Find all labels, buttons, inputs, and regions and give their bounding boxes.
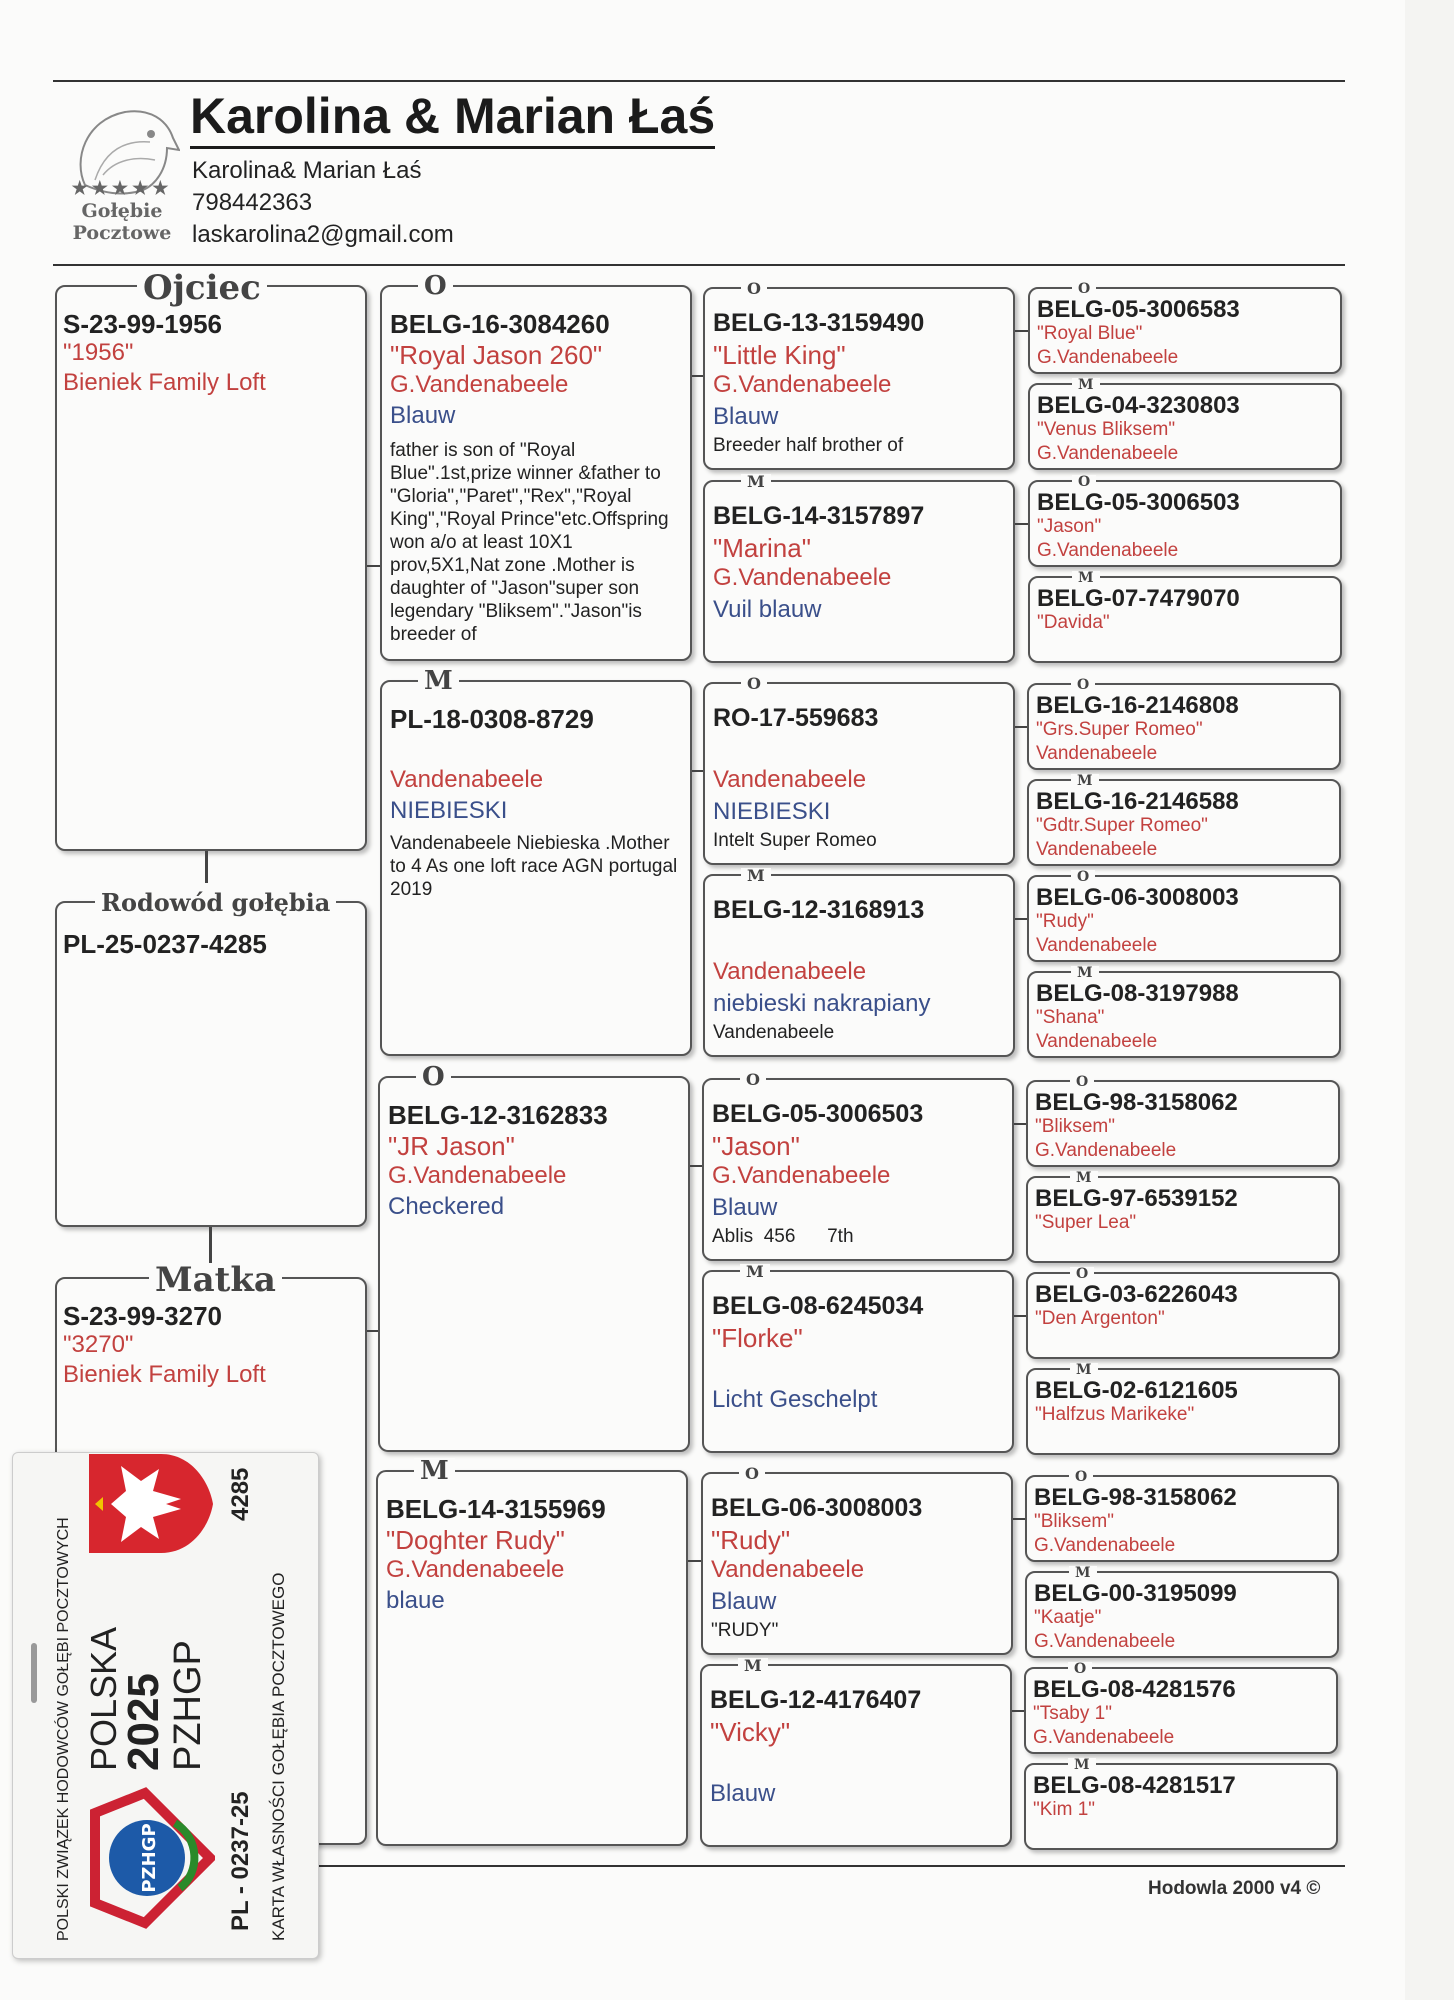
gen4-box bbox=[1026, 1266, 1340, 1359]
gen4-box bbox=[1024, 1757, 1338, 1850]
gen3-ring: BELG-12-3168913 bbox=[713, 896, 925, 924]
gen4-ring: BELG-05-3006503 bbox=[1037, 489, 1240, 516]
gen2-note: Vandenabeele Niebieska .Mother to 4 As one loft race AGN portugal 2019 bbox=[390, 833, 678, 900]
gen4-breeder: G.Vandenabeele bbox=[1037, 347, 1179, 368]
gen3-color: Licht Geschelpt bbox=[712, 1386, 878, 1413]
gen4-breeder: G.Vandenabeele bbox=[1034, 1631, 1176, 1652]
subject-ring: PL-25-0237-4285 bbox=[63, 929, 267, 959]
gen4-box bbox=[1028, 474, 1342, 567]
gen3-note: Ablis 456 7th bbox=[712, 1226, 854, 1247]
gen3-ring: RO-17-559683 bbox=[713, 704, 879, 732]
gen2-name: "JR Jason" bbox=[388, 1131, 515, 1161]
gen3-color: Blauw bbox=[711, 1588, 777, 1615]
gen4-box bbox=[1027, 773, 1341, 866]
gen2-breeder: G.Vandenabeele bbox=[388, 1162, 567, 1189]
sex-label: M bbox=[1070, 1171, 1098, 1185]
sex-label: O bbox=[1070, 1267, 1094, 1281]
gen3-color: Vuil blauw bbox=[713, 596, 822, 623]
gen3-color: Blauw bbox=[712, 1194, 778, 1221]
gen4-breeder: Vandenabeele bbox=[1036, 743, 1158, 764]
sex-label: M bbox=[1068, 1758, 1096, 1772]
sex-label: M bbox=[1072, 378, 1100, 392]
gen3-name: "Florke" bbox=[712, 1323, 803, 1353]
connector bbox=[690, 1165, 702, 1167]
father-ring: S-23-99-1956 bbox=[63, 309, 222, 339]
gen4-box bbox=[1027, 869, 1341, 962]
sex-label: O bbox=[740, 1072, 766, 1088]
gen4-breeder: G.Vandenabeele bbox=[1033, 1727, 1175, 1748]
logo-stars: ★★★★★ bbox=[71, 178, 173, 199]
owner-phone: 798442363 bbox=[192, 189, 313, 216]
sex-label: O bbox=[741, 281, 767, 297]
gen4-ring: BELG-08-4281517 bbox=[1033, 1772, 1236, 1799]
sex-label: O bbox=[1070, 1075, 1094, 1089]
gen4-name: "Gdtr.Super Romeo" bbox=[1036, 815, 1208, 836]
father-label: Ojciec bbox=[137, 271, 267, 305]
connector bbox=[1015, 918, 1027, 920]
connector bbox=[692, 770, 703, 772]
sex-label: M bbox=[414, 1458, 455, 1484]
gen3-breeder: Vandenabeele bbox=[713, 766, 867, 793]
gen4-breeder: G.Vandenabeele bbox=[1037, 540, 1179, 561]
card-org: PZHGP bbox=[167, 1640, 209, 1771]
gen4-breeder: G.Vandenabeele bbox=[1037, 443, 1179, 464]
gen4-box bbox=[1026, 1362, 1340, 1455]
gen4-name: "Kim 1" bbox=[1033, 1799, 1096, 1820]
gen4-name: "Halfzus Marikeke" bbox=[1035, 1404, 1195, 1425]
dam-of-dam-box bbox=[376, 1456, 688, 1846]
gen3-breeder: G.Vandenabeele bbox=[713, 564, 892, 591]
gen4-box bbox=[1028, 570, 1342, 663]
gen3-name: "Rudy" bbox=[711, 1525, 791, 1555]
gen4-box bbox=[1024, 1661, 1338, 1754]
gen3-note: Vandenabeele bbox=[713, 1022, 835, 1043]
sex-label: O bbox=[1071, 678, 1095, 692]
gen4-box bbox=[1026, 1074, 1340, 1167]
gen3-note: "RUDY" bbox=[711, 1620, 779, 1641]
gen4-name: "Davida" bbox=[1037, 612, 1110, 633]
gen3-ring: BELG-06-3008003 bbox=[711, 1494, 923, 1522]
top-rule bbox=[53, 80, 1345, 82]
gen2-ring: BELG-14-3155969 bbox=[386, 1494, 606, 1524]
sex-label: O bbox=[741, 676, 767, 692]
sex-label: O bbox=[739, 1466, 765, 1482]
gen3-ring: BELG-14-3157897 bbox=[713, 502, 925, 530]
gen3-color: Blauw bbox=[713, 403, 779, 430]
gen4-name: "Bliksem" bbox=[1035, 1116, 1115, 1137]
sire-box bbox=[380, 271, 692, 661]
gen4-name: "Shana" bbox=[1036, 1007, 1105, 1028]
gen4-ring: BELG-08-3197988 bbox=[1036, 980, 1239, 1007]
gen3-breeder: G.Vandenabeele bbox=[712, 1162, 891, 1189]
gen3-box bbox=[703, 866, 1015, 1057]
subject-box bbox=[55, 888, 367, 1227]
gen4-ring: BELG-98-3158062 bbox=[1034, 1484, 1237, 1511]
gen2-ring: PL-18-0308-8729 bbox=[390, 704, 594, 734]
gen3-breeder: Vandenabeele bbox=[711, 1556, 865, 1583]
gen4-ring: BELG-98-3158062 bbox=[1035, 1089, 1238, 1116]
sire-color: Blauw bbox=[390, 402, 456, 429]
gen4-box bbox=[1027, 677, 1341, 770]
card-association: POLSKI ZWIĄZEK HODOWCÓW GOŁĘBI POCZTOWYCH bbox=[55, 1517, 72, 1941]
breeder-title: Karolina & Marian Łaś bbox=[190, 88, 715, 149]
gen4-ring: BELG-02-6121605 bbox=[1035, 1377, 1238, 1404]
gen4-box bbox=[1025, 1469, 1339, 1562]
gen2-color: Checkered bbox=[388, 1193, 505, 1220]
dam-of-sire-box bbox=[380, 666, 692, 1056]
gen4-breeder: Vandenabeele bbox=[1036, 935, 1158, 956]
connector bbox=[367, 1330, 378, 1332]
owner-name: Karolina& Marian Łaś bbox=[192, 157, 422, 184]
connector bbox=[1014, 1315, 1026, 1317]
sex-label: O bbox=[1069, 1470, 1093, 1484]
sex-label: M bbox=[1069, 1566, 1097, 1580]
gen4-name: "Jason" bbox=[1037, 516, 1102, 537]
gen2-name: "Doghter Rudy" bbox=[386, 1525, 565, 1555]
sire-of-dam-box bbox=[378, 1062, 690, 1452]
gen2-ring: BELG-12-3162833 bbox=[388, 1100, 608, 1130]
gen2-breeder: G.Vandenabeele bbox=[386, 1556, 565, 1583]
gen4-name: "Super Lea" bbox=[1035, 1212, 1137, 1233]
sex-label: O bbox=[1068, 1662, 1092, 1676]
gen3-name: "Little King" bbox=[713, 340, 846, 370]
gen4-name: "Kaatje" bbox=[1034, 1607, 1102, 1628]
gen4-ring: BELG-16-2146808 bbox=[1036, 692, 1239, 719]
card-ring: PL - 0237-25 bbox=[227, 1791, 254, 1931]
gen3-box bbox=[701, 1464, 1013, 1655]
gen4-ring: BELG-05-3006583 bbox=[1037, 296, 1240, 323]
gen4-ring: BELG-97-6539152 bbox=[1035, 1185, 1238, 1212]
card-country: POLSKA bbox=[83, 1626, 124, 1771]
owner-email: laskarolina2@gmail.com bbox=[192, 221, 454, 248]
mother-label: Matka bbox=[149, 1263, 282, 1297]
gen3-color: niebieski nakrapiany bbox=[713, 990, 931, 1017]
sex-label: O bbox=[416, 1064, 451, 1090]
gen3-ring: BELG-08-6245034 bbox=[712, 1292, 924, 1320]
sex-label: M bbox=[418, 668, 459, 694]
gen2-color: blaue bbox=[386, 1587, 445, 1614]
gen3-box bbox=[700, 1656, 1012, 1847]
mother-name: "3270" bbox=[63, 1331, 134, 1358]
father-breeder: Bieniek Family Loft bbox=[63, 369, 266, 396]
connector bbox=[1015, 523, 1028, 525]
connector bbox=[688, 1560, 701, 1562]
gen3-box bbox=[702, 1070, 1014, 1261]
gen4-name: "Royal Blue" bbox=[1037, 323, 1143, 344]
ownership-card bbox=[12, 1452, 319, 1959]
gen3-box bbox=[702, 1262, 1014, 1453]
logo-line2: Pocztowe bbox=[72, 222, 172, 244]
sex-label: M bbox=[1071, 966, 1099, 980]
sex-label: O bbox=[1072, 475, 1096, 489]
connector bbox=[1012, 1710, 1024, 1712]
gen4-breeder: G.Vandenabeele bbox=[1035, 1140, 1177, 1161]
gen4-breeder: Vandenabeele bbox=[1036, 1031, 1158, 1052]
gen2-color: NIEBIESKI bbox=[390, 797, 508, 824]
gen4-breeder: Vandenabeele bbox=[1036, 839, 1158, 860]
sire-name: "Royal Jason 260" bbox=[390, 340, 603, 370]
gen4-box bbox=[1028, 281, 1342, 374]
sex-label: M bbox=[1071, 774, 1099, 788]
gen4-box bbox=[1028, 377, 1342, 470]
sex-label: O bbox=[418, 273, 453, 299]
card-year: 2025 bbox=[119, 1673, 168, 1771]
card-title: KARTA WŁASNOŚCI GOŁĘBIA POCZTOWEGO bbox=[269, 1572, 288, 1941]
mother-breeder: Bieniek Family Loft bbox=[63, 1361, 266, 1388]
logo-line1: Gołębie bbox=[81, 200, 163, 222]
gen4-ring: BELG-07-7479070 bbox=[1037, 585, 1240, 612]
gen3-ring: BELG-12-4176407 bbox=[710, 1686, 922, 1714]
sex-label: M bbox=[1072, 571, 1100, 585]
gen4-box bbox=[1027, 965, 1341, 1058]
sire-note: father is son of "Royal Blue".1st,prize winner &father to "Gloria","Paret","Rex","Royal King","Royal Prince"etc.Offspring won a/o at least 10X1 prov,5X1,Nat zone .Mother is daughter of "Jason"super son legendary "Bliksem"."Jason"is breeder of bbox=[390, 440, 669, 645]
mother-ring: S-23-99-3270 bbox=[63, 1301, 222, 1331]
gen3-name: "Jason" bbox=[712, 1131, 800, 1161]
gen4-box bbox=[1026, 1170, 1340, 1263]
sex-label: M bbox=[1070, 1363, 1098, 1377]
sex-label: M bbox=[741, 868, 771, 884]
gen4-name: "Tsaby 1" bbox=[1033, 1703, 1112, 1724]
sire-ring: BELG-16-3084260 bbox=[390, 309, 610, 339]
footer-rule bbox=[300, 1865, 1345, 1867]
gen4-name: "Venus Bliksem" bbox=[1037, 419, 1176, 440]
connector bbox=[692, 375, 703, 377]
gen4-name: "Bliksem" bbox=[1034, 1511, 1114, 1532]
connector bbox=[1014, 1123, 1026, 1125]
gen3-breeder: Vandenabeele bbox=[713, 958, 867, 985]
gen4-ring: BELG-03-6226043 bbox=[1035, 1281, 1238, 1308]
sex-label: M bbox=[741, 474, 771, 490]
connector bbox=[1015, 330, 1028, 332]
gen4-name: "Rudy" bbox=[1036, 911, 1094, 932]
gen2-breeder: Vandenabeele bbox=[390, 766, 544, 793]
gen4-ring: BELG-08-4281576 bbox=[1033, 1676, 1236, 1703]
gen4-name: "Grs.Super Romeo" bbox=[1036, 719, 1203, 740]
coat-of-arms-icon bbox=[81, 1446, 216, 1561]
pzhgp-emblem-icon bbox=[85, 1783, 215, 1933]
card-number: 4285 bbox=[227, 1467, 254, 1521]
gen4-ring: BELG-16-2146588 bbox=[1036, 788, 1239, 815]
sex-label: O bbox=[1072, 282, 1096, 296]
gen4-breeder: G.Vandenabeele bbox=[1034, 1535, 1176, 1556]
gen4-box bbox=[1025, 1565, 1339, 1658]
sex-label: M bbox=[740, 1264, 770, 1280]
sex-label: O bbox=[1071, 870, 1095, 884]
father-box bbox=[55, 268, 367, 851]
gen4-ring: BELG-06-3008003 bbox=[1036, 884, 1239, 911]
gen4-name: "Den Argenton" bbox=[1035, 1308, 1165, 1329]
connector bbox=[367, 565, 380, 567]
sire-breeder: G.Vandenabeele bbox=[390, 371, 569, 398]
emblem-text: PZHGP bbox=[139, 1823, 160, 1893]
sex-label: M bbox=[738, 1658, 768, 1674]
connector bbox=[1015, 726, 1027, 728]
gen3-name: "Vicky" bbox=[710, 1717, 791, 1747]
gen3-breeder: G.Vandenabeele bbox=[713, 371, 892, 398]
gen3-color: NIEBIESKI bbox=[713, 798, 831, 825]
gen4-ring: BELG-04-3230803 bbox=[1037, 392, 1240, 419]
card-clip bbox=[31, 1643, 37, 1703]
gen3-name: "Marina" bbox=[713, 533, 811, 563]
gen4-ring: BELG-00-3195099 bbox=[1034, 1580, 1237, 1607]
gen3-box bbox=[703, 674, 1015, 865]
gen3-ring: BELG-05-3006503 bbox=[712, 1100, 924, 1128]
gen3-box bbox=[703, 279, 1015, 470]
gen3-ring: BELG-13-3159490 bbox=[713, 309, 925, 337]
gen3-color: Blauw bbox=[710, 1780, 776, 1807]
connector bbox=[1013, 1518, 1025, 1520]
software-credit: Hodowla 2000 v4 © bbox=[1148, 1878, 1321, 1899]
connector bbox=[205, 851, 208, 883]
card-rotated-content bbox=[41, 1436, 311, 1941]
gen3-note: Breeder half brother of bbox=[713, 435, 904, 456]
father-name: "1956" bbox=[63, 339, 134, 366]
pedigree-label: Rodowód gołębia bbox=[95, 891, 336, 915]
gen3-note: Intelt Super Romeo bbox=[713, 830, 877, 851]
gen3-box bbox=[703, 472, 1015, 663]
header-rule bbox=[53, 264, 1345, 266]
